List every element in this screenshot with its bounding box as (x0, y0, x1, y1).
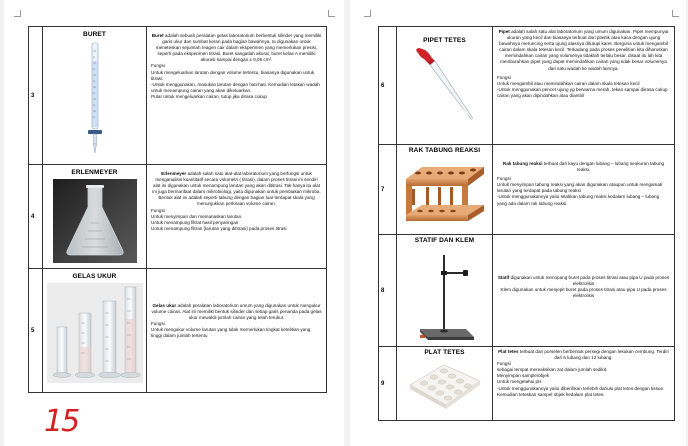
term-bold: Statif (497, 275, 510, 280)
term-bold: Gelas ukur (152, 303, 177, 308)
table-row (379, 145, 675, 235)
term-bold: Plat tetes (498, 349, 519, 354)
equipment-table-right (378, 26, 675, 421)
clamp-description: Klem digunakan untuk menjepit buret pada proses titrasi atau pipa U pada proses elektrolisis (500, 287, 667, 299)
term-bold: Pipet (498, 29, 510, 34)
equipment-cell (43, 165, 147, 269)
equipment-table-left (28, 26, 327, 393)
row-number: 5 (29, 269, 43, 393)
description-cell (493, 145, 675, 235)
description-cell (147, 269, 327, 393)
fungsi-heading: Fungsi (151, 207, 165, 213)
measuring-cylinders-image (47, 283, 143, 383)
test-tube-rack-image (402, 157, 488, 231)
fungsi-heading: Fungsi (497, 74, 511, 80)
function-line: Untuk menyimpan tabung reaksi yang akan digunakan ataupun untuk mengamati larutan yang terdapat pada tabung reaksi (497, 182, 663, 194)
function-line: -Untuk menggunakannya yaitu letakkan tabung reaksi kedalam lubang – lubang yang ada dalam rak tabung reaksi. (497, 194, 660, 206)
definition-text: adalah peralatan laboratorium umum yang digunakan untuk mengukur volume cairan. Alat ini memiliki bentuk silinder dan setiap garis penanda pada gelas ukur mewakili jumlah cairan yang telah terukur. (151, 303, 322, 321)
definition-text: adalah salah satu alat-alat laboratorium yang berfungsi untuk menganalisis kuantitatif secara volumetri ( titrasi), dalam proses titrasi ini sendiri alat ini digunakan untuk menampung larutan yang akan dititrasi. Tak hanya itu alat ini juga bermanfaat dalam mikrobiologi, yaitu digunakan untuk pembiakan mikroba. Bentuk alat ini adalah seperti tabung dengan bagian luar terdapat skala yang menunjukkan perkiraan volume cairan. (152, 171, 321, 207)
table-row (29, 165, 327, 269)
equipment-name: BURET (83, 31, 106, 38)
function-line: Putar untuk mengeluarkan cairan, tutup jika dirasa cukup (151, 93, 267, 99)
right-page (350, 0, 686, 446)
row-number: 4 (29, 165, 43, 269)
description-cell (147, 165, 327, 269)
equipment-name: PLAT TETES (424, 349, 465, 356)
equipment-cell (397, 235, 493, 347)
definition-text: adalah sebuah peralatan gelas laboratorium berbentuk silinder yang memiliki garis ukur dan sumbat keran pada bagian bawahnya. Ia digunakan untuk meneteskan sejumlah reagen cair dalam eksperimen yang memerlukan presisi, seperti pada eksperimen titrasi. Buret sangatlah akurat, buret kelas A memiliki akurasi sampai dengan ± 0,05 cm³. (155, 33, 322, 63)
function-line: sebagai tempat mereaksikan zat dalam jumlah sedikit. (497, 367, 608, 373)
fungsi-heading: Fungsi (497, 176, 511, 182)
definition-text: terbuat dari porselen berbentuk persegi dengan lekukan cembung. Terdiri dari 6 lubang dan 12 lubang. (518, 349, 669, 361)
term-bold: Rak tabung reaksi (502, 161, 543, 166)
definition-text: adalah salah satu alat laboratorium yang umum digunakan. Pipet mempunyai ukuran yang kecil dan biasanya terbuat dari plastik atau kaca dengan ujung bawahnya meruncing serta ujung atasnya ditutupi karet. Berguna untuk mengambil cairan dalam skala tetesan kecil. Terkadang pada proses penelitian kita diharuskan memindahkan cairan yang volumenya tidaklah terlalu besar, disaat itu lah kita membutuhkan pipet yang dapat memindahkan cairan yang tidak besar volumenya dari satu wadah ke wadah lainnya. (499, 29, 669, 71)
description-cell (493, 347, 675, 421)
function-line: Untuk menyimpan dan memanaskan larutan (151, 213, 242, 219)
equipment-cell (43, 27, 147, 165)
function-line: Untuk menampung filtran (larutan yang dititrasi) pada proses titrasi (151, 225, 287, 231)
function-line: Menyimpan sample/objek (497, 373, 550, 379)
retort-stand-image (410, 247, 480, 343)
equipment-name: RAK TABUNG REAKSI (408, 147, 481, 154)
table-row (29, 269, 327, 393)
function-line: Untuk mengeluarkan larutan dengan volume tertentu, biasanya digunakan untuk titrasi. (151, 69, 315, 81)
table-row (379, 27, 675, 145)
margin-corner-mark (328, 10, 335, 17)
equipment-cell (397, 145, 493, 235)
function-line: Untuk mengukur volume larutan yang tidak memerlukan tingkat ketelitian yang tinggi dalam jumlah tertentu (151, 327, 311, 339)
row-number: 7 (379, 145, 397, 235)
function-line: Untuk mengambil atau memindahkan cairan dalam skala tetesan kecil (497, 80, 640, 86)
burette-image (80, 41, 110, 156)
description-cell (147, 27, 327, 165)
margin-corner-mark (14, 10, 21, 17)
description-cell (493, 235, 675, 347)
row-number: 3 (29, 27, 43, 165)
row-number: 9 (379, 347, 397, 421)
spot-plate-image (406, 359, 484, 411)
handwritten-page-number: 15 (44, 404, 79, 439)
function-line: -Untuk menggunakan pencet ujung yg berwarna merah, tekan sampai diirasa cukup cairan yang akan dipindahkan atau diambil (497, 86, 668, 98)
dropper-pipette-image (410, 47, 480, 127)
term-bold: Erlenmeyer (161, 171, 187, 176)
margin-corner-mark (672, 10, 679, 17)
function-line: Untuk mengetahui pH (497, 379, 542, 385)
function-line: -Untuk menggunakannya yaitu diberihkan terlebih dahulu plat tetes dengan tissue. Kemudian teteskan sampel objek kedalam plat tetes. (497, 385, 665, 397)
definition-text: terbuat dari kayu dengan lubang – lubang seukuran tabung reaksi. (542, 161, 665, 173)
description-cell (493, 27, 675, 145)
definition-text: digunakan untuk menopang buret pada proses titrasi atau pipa U pada proses elektrolisis (509, 275, 670, 287)
table-row (29, 27, 327, 165)
fungsi-heading: Fungsi (151, 63, 165, 69)
equipment-cell (43, 269, 147, 393)
fungsi-heading: Fungsi (151, 321, 165, 327)
row-number: 8 (379, 235, 397, 347)
function-line: Untuk menampung filtrat hasil penyaringan (151, 219, 239, 225)
erlenmeyer-flask-image (53, 179, 137, 263)
equipment-cell (397, 347, 493, 421)
fungsi-heading: Fungsi (497, 361, 511, 367)
left-page (4, 0, 344, 446)
table-row (379, 235, 675, 347)
term-bold: Buret (151, 33, 164, 38)
equipment-name: GELAS UKUR (72, 273, 117, 280)
row-number: 6 (379, 27, 397, 145)
equipment-name: ERLENMEYER (71, 169, 118, 176)
equipment-cell (397, 27, 493, 145)
function-line: -Untuk menggunakan, masukan larutan dengan hati-hati. Kemudian letakan wadah untuk menampung cairan yang akan dikeluarkan, (151, 81, 320, 93)
equipment-name: STATIF DAN KLEM (414, 237, 475, 244)
equipment-name: PIPET TETES (423, 37, 466, 44)
margin-corner-mark (364, 10, 371, 17)
table-row (379, 347, 675, 421)
